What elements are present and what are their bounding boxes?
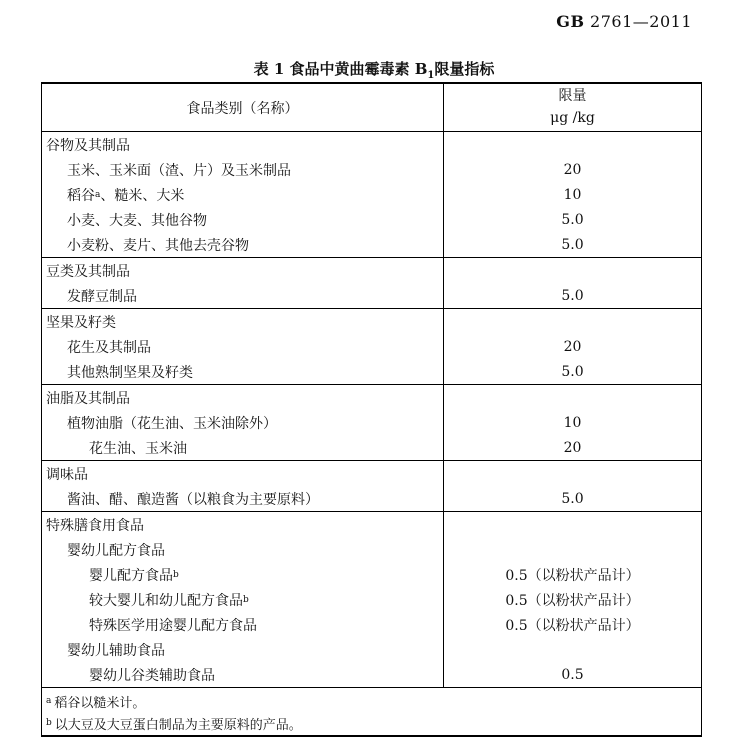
limit-value-cell: 0.5（以粉状产品计） (505, 617, 640, 634)
food-category-text: 玉米、玉米面（渣、片）及玉米制品 (67, 162, 291, 179)
limit-value-cell: 5.0 (561, 211, 584, 228)
table-section (42, 461, 701, 512)
limit-value-cell (444, 512, 701, 537)
food-category-text: 油脂及其制品 (46, 390, 130, 407)
table-footnote: a 稻谷以糙米计。 (42, 690, 701, 712)
column-header-limit (444, 84, 701, 131)
food-category-cell (42, 637, 444, 662)
standard-number (556, 12, 692, 31)
limit-value-cell (444, 637, 701, 662)
food-category-cell (42, 334, 444, 359)
food-category-text: 小麦粉、麦片、其他去壳谷物 (67, 237, 249, 254)
standard-number-rest: 2761—2011 (584, 12, 692, 31)
food-category-text: 调味品 (46, 466, 88, 483)
table-row (42, 258, 701, 283)
food-category-text: 花生及其制品 (67, 339, 151, 356)
table-row (42, 334, 701, 359)
food-category-text: 特殊膳食用食品 (46, 517, 144, 534)
table-row (42, 637, 701, 662)
table-row (42, 359, 701, 384)
food-category-cell (42, 435, 444, 460)
food-category-text: 婴幼儿辅助食品 (67, 642, 165, 659)
table-row (42, 435, 701, 460)
table-row (42, 662, 701, 687)
column-header-food-category: 食品类别（名称） (42, 84, 444, 131)
limit-value-cell: 20 (563, 338, 582, 355)
food-category-cell (42, 486, 444, 511)
food-category-text: 较大婴儿和幼儿配方食品 (89, 592, 243, 609)
food-category-text: 婴儿配方食品 (89, 567, 173, 584)
food-category-cell (42, 207, 444, 232)
table-row (42, 410, 701, 435)
table-title-subscript: 1 (427, 70, 435, 81)
limits-table (41, 82, 702, 737)
table-section (42, 385, 701, 461)
table-row (42, 385, 701, 410)
food-category-cell (42, 537, 444, 562)
limit-value-cell: 20 (563, 439, 582, 456)
table-row (42, 207, 701, 232)
table-row (42, 486, 701, 511)
food-category-cell: 较大婴儿和幼儿配方食品 b (42, 587, 444, 612)
table-row (42, 283, 701, 308)
table-title-text-after: 限量指标 (434, 60, 495, 78)
table-row (42, 537, 701, 562)
food-category-cell (42, 232, 444, 257)
food-category-cell (42, 258, 444, 283)
table-section (42, 132, 701, 258)
food-category-cell (42, 612, 444, 637)
food-category-text: 豆类及其制品 (46, 263, 130, 280)
food-category-text: 婴幼儿谷类辅助食品 (89, 667, 215, 684)
food-category-text: 特殊医学用途婴儿配方食品 (89, 617, 257, 634)
limit-value-cell: 5.0 (561, 363, 584, 380)
food-category-cell (42, 359, 444, 384)
table-row (42, 182, 701, 207)
table-title-text: 表 1 食品中黄曲霉毒素 B (253, 60, 428, 78)
food-category-cell (42, 385, 444, 410)
food-category-cell (42, 283, 444, 308)
limit-value-cell: 5.0 (561, 490, 584, 507)
food-category-text: 酱油、醋、酿造酱（以粮食为主要原料） (67, 491, 319, 508)
table-row (42, 157, 701, 182)
table-header-row (42, 84, 701, 132)
limit-value-cell (444, 461, 701, 486)
food-category-text: 谷物及其制品 (46, 137, 130, 154)
table-row (42, 309, 701, 334)
food-category-cell: 稻谷 a 、糙米、大米 (42, 182, 444, 207)
limit-value-cell: 5.0 (561, 287, 584, 304)
food-category-cell (42, 410, 444, 435)
limit-header-label: 限量 (558, 87, 587, 104)
table-body (42, 132, 701, 688)
table-row (42, 562, 701, 587)
table-row (42, 232, 701, 257)
food-category-cell: 婴儿配方食品 b (42, 562, 444, 587)
food-category-text: 花生油、玉米油 (89, 440, 187, 457)
food-category-cell (42, 662, 444, 687)
limit-value-cell (444, 385, 701, 410)
food-category-cell (42, 512, 444, 537)
food-category-text-after: 、糙米、大米 (100, 187, 185, 204)
table-section (42, 309, 701, 385)
limit-value-cell: 0.5（以粉状产品计） (505, 567, 640, 584)
table-row (42, 587, 701, 612)
food-category-cell (42, 157, 444, 182)
limit-value-cell: 10 (563, 414, 582, 431)
limit-value-cell: 5.0 (561, 236, 584, 253)
table-row (42, 461, 701, 486)
food-category-cell (42, 461, 444, 486)
limit-value-cell (444, 309, 701, 334)
limit-value-cell (444, 258, 701, 283)
table-title (0, 58, 748, 81)
limit-value-cell: 0.5 (561, 666, 584, 683)
limit-header-unit: μg /kg (550, 109, 595, 126)
food-category-text: 发酵豆制品 (67, 288, 137, 305)
table-section (42, 258, 701, 309)
standard-number-prefix: GB (556, 12, 585, 31)
food-category-cell (42, 309, 444, 334)
limit-value-cell (444, 132, 701, 157)
table-footnote: b 以大豆及大豆蛋白制品为主要原料的产品。 (42, 712, 701, 734)
food-category-text: 其他熟制坚果及籽类 (67, 364, 193, 381)
food-category-text: 坚果及籽类 (46, 314, 116, 331)
table-footnotes (42, 688, 701, 735)
limit-value-cell: 20 (563, 161, 582, 178)
table-section (42, 512, 701, 688)
food-category-text: 小麦、大麦、其他谷物 (67, 212, 207, 229)
food-category-text: 植物油脂（花生油、玉米油除外） (67, 415, 277, 432)
food-category-text: 稻谷 (67, 187, 95, 204)
table-row (42, 512, 701, 537)
table-row (42, 612, 701, 637)
limit-value-cell: 10 (563, 186, 582, 203)
food-category-text: 婴幼儿配方食品 (67, 542, 165, 559)
footnote-text: 以大豆及大豆蛋白制品为主要原料的产品。 (54, 717, 302, 733)
food-category-cell (42, 132, 444, 157)
footnote-text: 稻谷以糙米计。 (54, 695, 146, 711)
limit-value-cell (444, 537, 701, 562)
limit-value-cell: 0.5（以粉状产品计） (505, 592, 640, 609)
table-row (42, 132, 701, 157)
